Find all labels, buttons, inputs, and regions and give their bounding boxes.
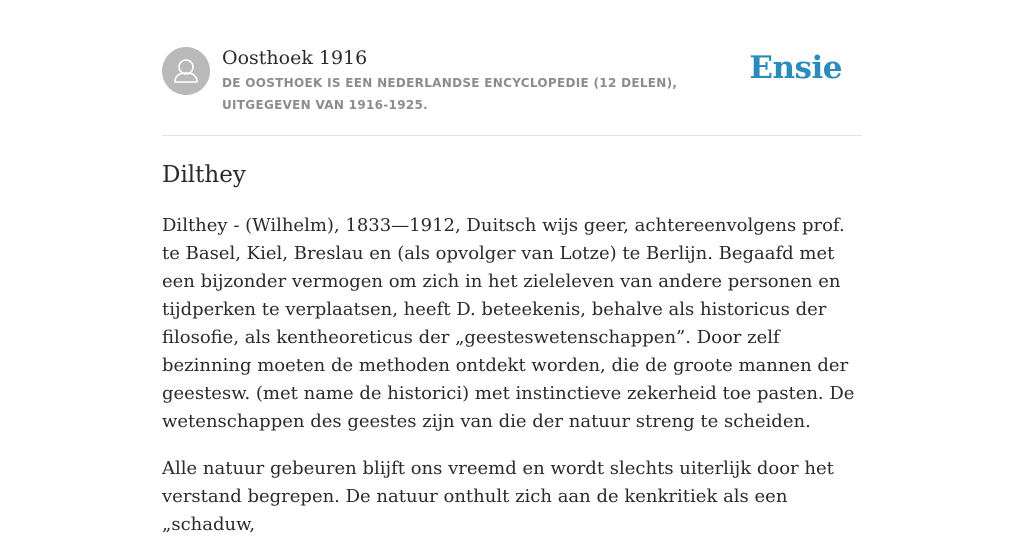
- article-title: Dilthey: [162, 162, 246, 188]
- page: [162, 0, 862, 535]
- user-icon: [162, 47, 210, 95]
- article-paragraph: Dilthey - (Wilhelm), 1833—1912, Duitsch wijs geer, achtereenvolgens prof. te Basel, Kiel, Breslau en (als opvolger van Lotze) te Berlijn. Begaafd met een bijzonder vermogen om zich in het zieleleven van andere personen en tijdperken te verplaatsen, heeft D. beteekenis, behalve als historicus der filosofie, als kentheoreticus der „geesteswetenschappen”. Door zelf bezinning moeten de methoden ontdekt worden, die de groote mannen der geestesw. (met name de historici) met instinctieve zekerheid toe pasten. De wetenschappen des geestes zijn van die der natuur streng te scheiden.: [162, 215, 855, 432]
- source-title[interactable]: Oosthoek 1916: [222, 47, 368, 69]
- article-body: [162, 212, 862, 539]
- avatar[interactable]: [162, 47, 210, 95]
- source-info: [222, 45, 762, 116]
- article-paragraph: Alle natuur gebeuren blijft ons vreemd en wordt slechts uiterlijk door het verstand begrepen. De natuur onthult zich aan de kenkritiek als een „schaduw,: [162, 458, 834, 535]
- source-description: DE OOSTHOEK IS EEN NEDERLANDSE ENCYCLOPEDIE (12 DELEN), UITGEGEVEN VAN 1916-1925.: [222, 76, 678, 112]
- brand-logo-link[interactable]: Ensie: [749, 50, 842, 86]
- source-header: [162, 0, 862, 136]
